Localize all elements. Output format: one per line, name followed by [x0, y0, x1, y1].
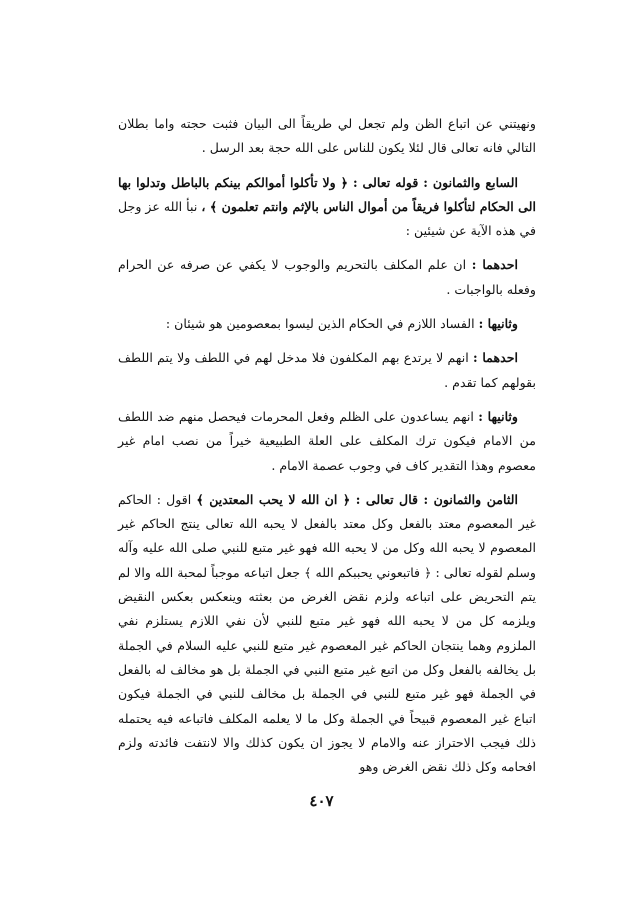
paragraph-4: [118, 312, 536, 336]
paragraph-6: [118, 405, 536, 478]
paragraph-5: [118, 346, 536, 395]
paragraph-4-lead: وثانيها :: [478, 316, 518, 332]
paragraph-3-text: ان علم المكلف بالتحريم والوجوب لا يكفي عن صرفه عن الحرام وفعله بالواجبات .: [118, 257, 536, 297]
paragraph-6-lead: وثانيها :: [478, 408, 518, 424]
page-body: [118, 112, 536, 779]
paragraph-2-lead: السابع والثمانون : قوله تعالى : ﴿ ولا تأكلوا أموالكم بينكم بالباطل وتدلوا بها الى الحكام لتأكلوا فريقاً من أموال الناس بالإثم وانتم تعلمون ﴾ ،: [118, 174, 536, 214]
paragraph-7-text: اقول : الحاكم غير المعصوم معتد بالفعل وكل معتد بالفعل لا يحبه الله تعالى ينتج الحاكم غير المعصوم لا يحبه الله وكل من لا يحبه الله فهو غير متبع للنبي صلى الله عليه وآله وسلم لقوله تعالى : ﴿ فاتبعوني يحببكم الله ﴾ جعل اتباعه موجباً لمحبة الله والا لم يتم التحريض على اتباعه ولزم نقض الغرض من بعثته وينعكس بعكس النقيض ويلزمه كل من لا يحبه الله فهو غير متبع للنبي لأن نفي اللازم يستلزم نفي الملزوم وهما ينتجان الحاكم غير المعصوم غير متبع للنبي عليه السلام في الجملة بل يخالفه بالفعل وكل من اتبع غير متبع النبي في الجملة بل هو مخالف له بالفعل في الجملة فهو غير متبع للنبي في الجملة بل مخالف للنبي في الجملة فيكون اتباع غير المعصوم قبيحاً في الجملة وكل ما لا يعلمه المكلف فاتباعه فيه يحتمله ذلك فيجب الاحتراز عنه والامام لا يجوز ان يكون كذلك والا لانتفت فائدته ولزم افحامه وكل ذلك نقض الغرض وهو: [118, 491, 536, 775]
paragraph-2-text: نبأ الله عز وجل في هذه الآية عن شيئين :: [118, 198, 536, 239]
paragraph-3: [118, 253, 536, 302]
paragraph-2: [118, 171, 536, 244]
page-number: ٤٠٧: [309, 792, 334, 810]
paragraph-1: [118, 112, 536, 161]
paragraph-1-text: ونهيتني عن اتباع الظن ولم تجعل لي طريقاً الى البيان فثبت حجته واما بطلان التالي فانه تعالى قال لئلا يكون للناس على الله حجة بعد الرسل .: [118, 116, 536, 156]
paragraph-5-text: انهم لا يرتدع بهم المكلفون فلا مدخل لهم في اللطف ولا يتم اللطف بقولهم كما تقدم .: [118, 350, 536, 390]
paragraph-6-text: انهم يساعدون على الظلم وفعل المحرمات فيحصل منهم ضد اللطف من الامام فيكون ترك المكلف على العلة الطبيعية خيراً من نصب امام غير معصوم وهذا التقدير كاف في وجوب عصمة الامام .: [118, 408, 536, 473]
paragraph-5-lead: احدهما :: [473, 350, 518, 366]
paragraph-3-lead: احدهما :: [471, 257, 518, 273]
paragraph-7-lead: الثامن والثمانون : قال تعالى : ﴿ ان الله لا يحب المعتدين ﴾: [196, 491, 518, 507]
paragraph-7: [118, 488, 536, 780]
paragraph-4-text: الفساد اللازم في الحكام الذين ليسوا بمعصومين هو شيئان :: [165, 316, 475, 332]
